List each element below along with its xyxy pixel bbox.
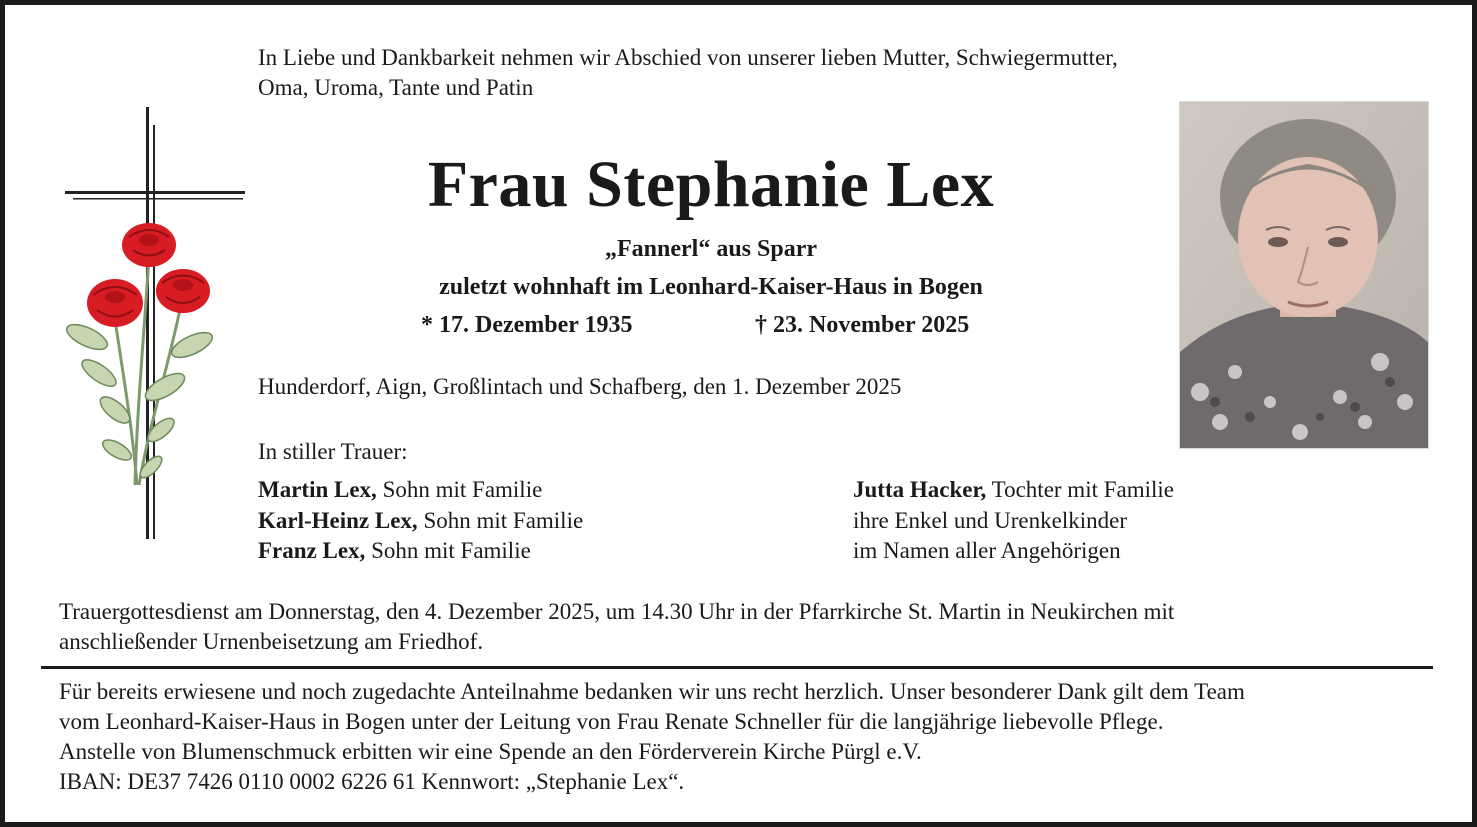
mourner-name: Franz Lex, xyxy=(258,538,366,563)
place-and-date: Hunderdorf, Aign, Großlintach und Schafberg, den 1. Dezember 2025 xyxy=(258,374,902,399)
service-line-1: Trauergottesdienst am Donnerstag, den 4. Dezember 2025, um 14.30 Uhr in der Pfarrkirche St. Martin in Neukirchen mit xyxy=(59,599,1175,624)
mourner-entry xyxy=(258,506,583,537)
intro-line-2: Oma, Uroma, Tante und Patin xyxy=(258,75,534,100)
mourner-relation: Sohn mit Familie xyxy=(417,507,584,533)
mourner-relation: Tochter mit Familie xyxy=(986,477,1174,502)
mourner-relation: Sohn mit Familie xyxy=(365,538,531,563)
service-line-2: anschließender Urnenbeisetzung am Friedhof. xyxy=(59,629,484,654)
funeral-service-text xyxy=(59,597,1174,657)
mourner-relation: im Namen aller Angehörigen xyxy=(853,538,1121,563)
birth-date: * 17. Dezember 1935 xyxy=(421,312,633,338)
intro-line-1: In Liebe und Dankbarkeit nehmen wir Abschied von unserer lieben Mutter, Schwiegermutter, xyxy=(258,45,1118,70)
thanks-line-1: Für bereits erwiesene und noch zugedachte Anteilnahme bedanken wir uns recht herzlich. Unser besonderer Dank gilt dem Team xyxy=(59,679,1245,704)
mourner-relation: Sohn mit Familie xyxy=(376,477,543,502)
divider xyxy=(41,666,1433,669)
mourners-right-column xyxy=(853,475,1174,567)
thanks-line-2: vom Leonhard-Kaiser-Haus in Bogen unter der Leitung von Frau Renate Schneller für die langjährige liebevolle Pflege. xyxy=(59,709,1164,734)
mourner-name: Karl-Heinz Lex, xyxy=(258,507,418,533)
last-residence: zuletzt wohnhaft im Leonhard-Kaiser-Haus in Bogen xyxy=(439,274,983,300)
thanks-text xyxy=(59,677,1245,797)
nickname: „Fannerl“ aus Sparr xyxy=(604,236,817,262)
portrait-photo xyxy=(1179,101,1429,449)
mourning-label: In stiller Trauer: xyxy=(258,439,408,464)
death-date: † 23. November 2025 xyxy=(755,312,970,338)
mourner-relation: ihre Enkel und Urenkelkinder xyxy=(853,507,1127,533)
mourner-entry xyxy=(853,475,1174,506)
mourner-name: Martin Lex, xyxy=(258,477,377,502)
thanks-line-4: IBAN: DE37 7426 0110 0002 6226 61 Kennwort: „Stephanie Lex“. xyxy=(59,769,685,794)
mourners-left-column xyxy=(258,475,583,567)
mourner-entry xyxy=(258,475,583,506)
mourner-entry xyxy=(853,536,1174,567)
mourner-entry xyxy=(258,536,583,567)
intro-text xyxy=(258,43,1118,103)
deceased-name: Frau Stephanie Lex xyxy=(427,148,995,221)
mourner-entry xyxy=(853,506,1174,537)
thanks-line-3: Anstelle von Blumenschmuck erbitten wir eine Spende an den Förderverein Kirche Pürgl e.V. xyxy=(59,739,922,764)
mourner-name: Jutta Hacker, xyxy=(853,477,987,502)
